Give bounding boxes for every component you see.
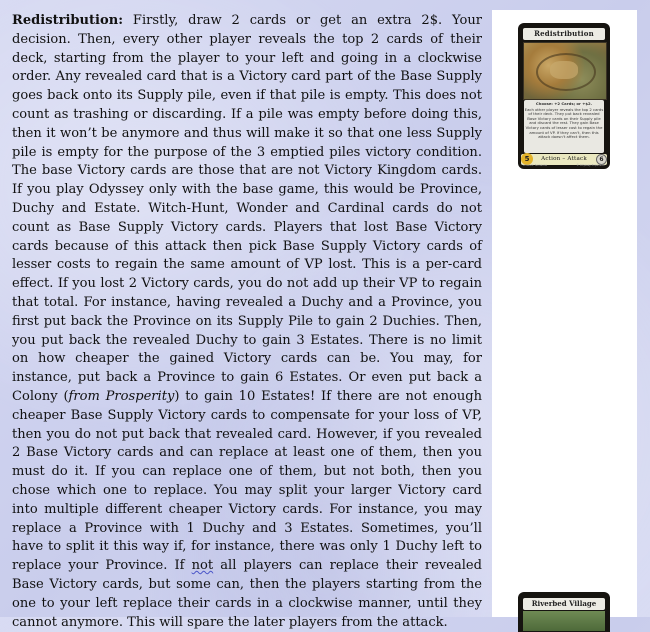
rule-text-part-2: ) to gain 10 Estates! If there are not enough cheaper Base Supply Victory cards to compensate for your loss of VP, then you do not put back that revealed card. However, if you revealed 2 Base Victory cards and can replace at least one of them, then you must do it. If you can replace one of them, but not both, then you chose which one to replace. You may split your larger Victory card into multiple different cheaper Victory cards. For instance, you may replace a Province with 1 Duchy and 3 Estates. Sometimes, you’ll have to split it this way if, for instance, there was only 1 Duchy left to replace your Province. If: [12, 388, 482, 574]
card-artwork: [523, 42, 607, 100]
rule-text-italic: from Prosperity: [68, 388, 175, 404]
card-artist-credit: Artwork: Someone: [523, 164, 548, 167]
card-choice-line: Choose: +2 Cards; or +$2.: [535, 101, 593, 106]
card-title: Riverbed Village: [523, 598, 605, 610]
card-effect-text: Each other player reveals the top 2 cards of their deck. They put back revealed Base Victory cards on their Supply pile and discard the rest. They gain Base Victory cards of lesser cost to regain the amount of VP. If they can't, then this attack doesn't affect them.: [524, 106, 604, 140]
card-artwork: [523, 611, 605, 631]
card-footer: [523, 164, 605, 168]
spellcheck-flagged-word: not: [191, 558, 214, 574]
redistribution-card: [518, 23, 610, 169]
card-image-panel: [492, 10, 637, 617]
card-title: Redistribution: [523, 28, 605, 40]
rule-heading: Redistribution:: [12, 13, 124, 28]
rule-description: [12, 12, 482, 632]
coin-cost-icon: 5: [521, 153, 533, 165]
debt-cost-icon: 6: [596, 154, 607, 165]
riverbed-village-card: [518, 592, 610, 632]
card-type-line: Action – Attack: [541, 156, 587, 162]
rule-text-part-3: all players can replace their revealed Base Victory cards, but some can, then the players starting from the one to your left replace their cards in a clockwise manner, until they cannot anymore. This will spare the later players from the attack.: [12, 558, 482, 630]
card-copyright: © Odyssey Expansion: [576, 164, 605, 167]
card-text-box: [524, 100, 604, 153]
rule-text-part-1: Firstly, draw 2 cards or get an extra 2$. Your decision. Then, every other player reveals the top 2 cards of their deck, starting from the player to your left and going in a clockwise order. Any revealed card that is a Victory card part of the Base Supply goes back onto its Supply pile, even if that pile is empty. This does not count as trashing or discarding. If a pile was empty before doing this, then it won’t be anymore and thus will make it so that one less Supply pile is empty for the purpose of the 3 emptied piles victory condition. The base Victory cards are those that are not Victory Kingdom cards. If you play Odyssey only with the base game, this would be Province, Duchy and Estate. Witch-Hunt, Wonder and Cardinal cards do not count as Base Supply Victory cards. Players that lost Base Victory cards because of this attack then pick Base Supply Victory cards of lesser costs to regain the same amount of VP lost. This is a per-card effect. If you lost 2 Victory cards, you do not add up their VP to regain that total. For instance, having revealed a Duchy and a Province, you first put back the Province on its Supply Pile to gain 2 Duchies. Then, you put back the revealed Duchy to gain 3 Estates. There is no limit on how cheaper the gained Victory cards can be. You may, for instance, put back a Province to gain 6 Estates. Or even put back a Colony (: [12, 13, 482, 404]
